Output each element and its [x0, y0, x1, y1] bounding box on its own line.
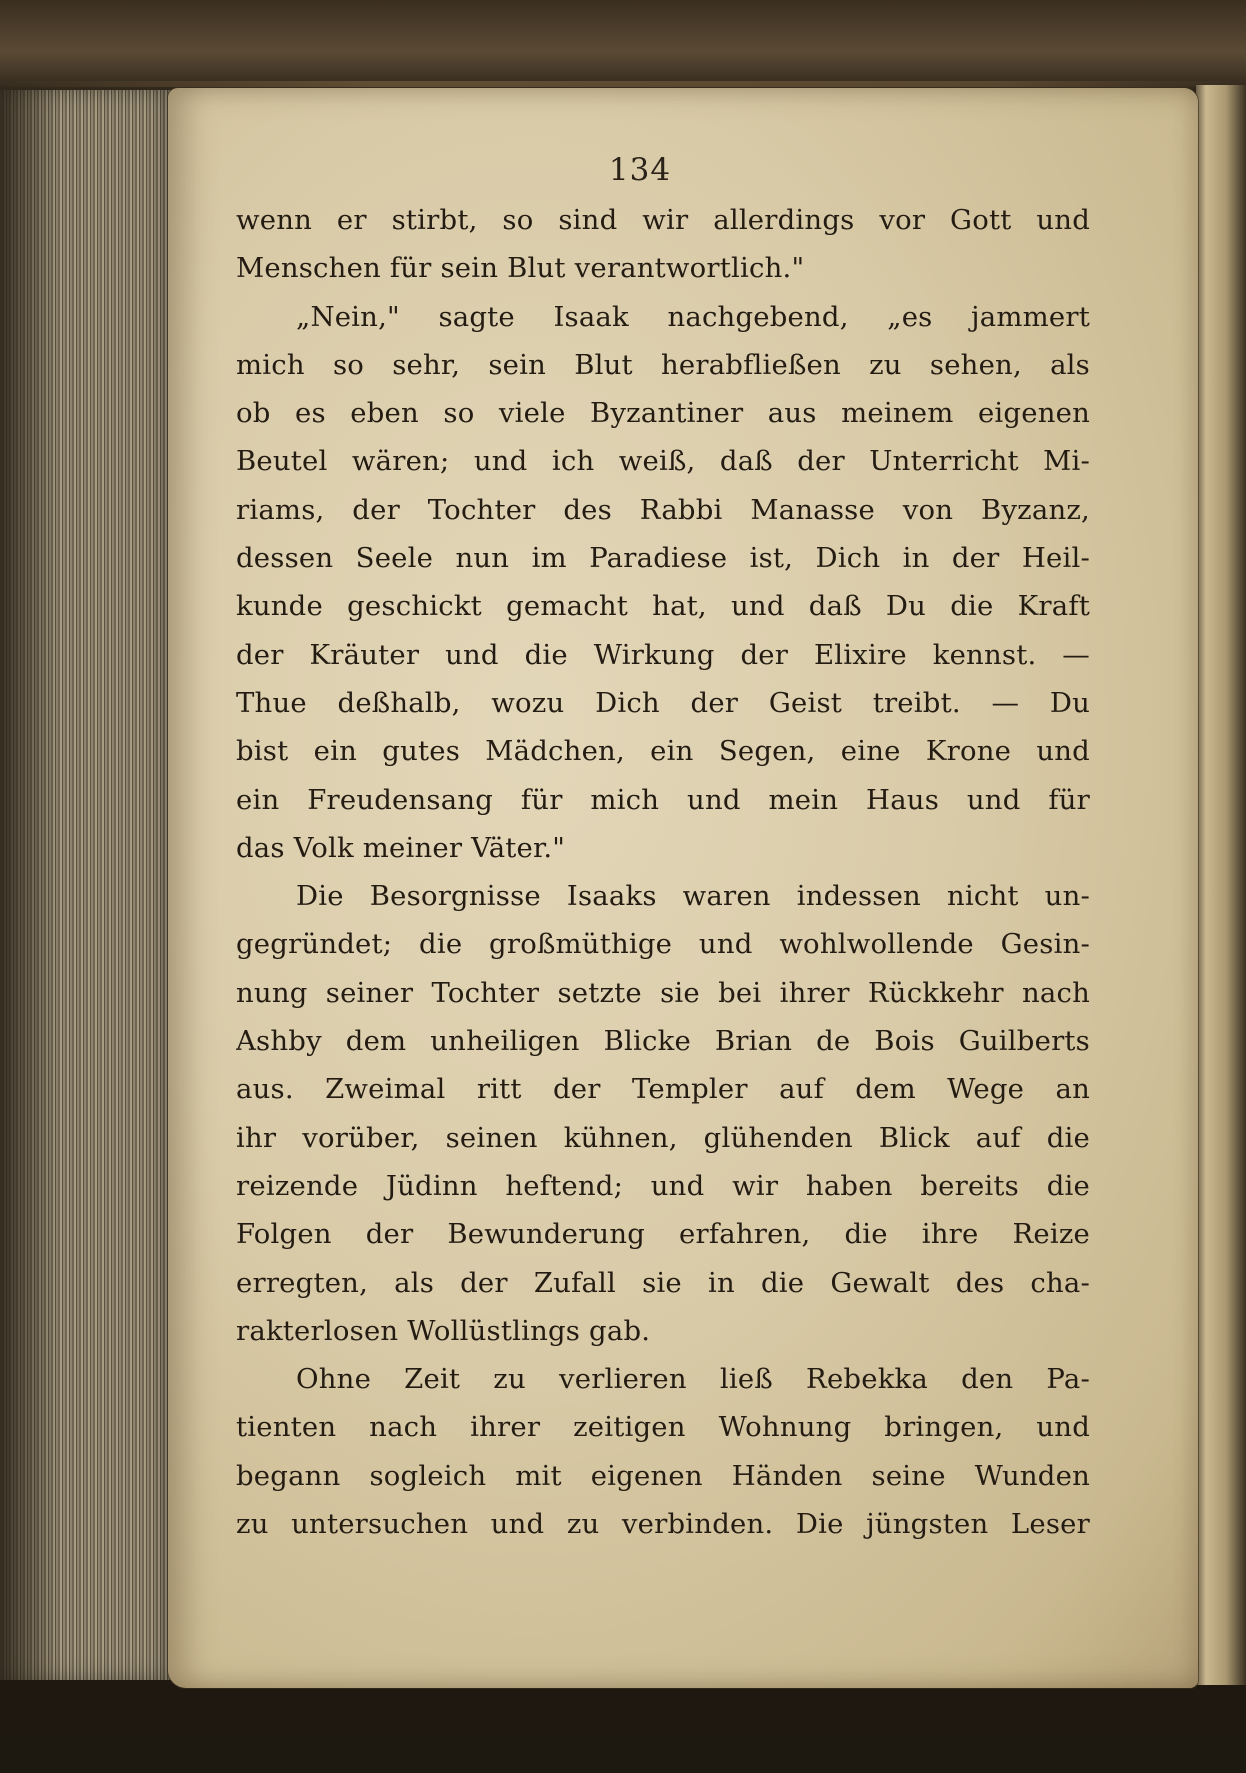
text-line: ihr vorüber, seinen kühnen, glühenden Blick auf die: [236, 1121, 1090, 1154]
book-right-edge: [1196, 85, 1246, 1685]
text-line: reizende Jüdinn heftend; und wir haben bereits die: [236, 1169, 1090, 1202]
text-line: kunde geschickt gemacht hat, und daß Du die Kraft: [236, 590, 1090, 623]
text-line: Ohne Zeit zu verlieren ließ Rebekka den Pa-: [296, 1363, 1090, 1396]
text-line: gegründet; die großmüthige und wohlwollende Gesin-: [236, 928, 1090, 961]
text-line: Menschen für sein Blut verantwortlich.": [236, 252, 805, 285]
text-line: Folgen der Bewunderung erfahren, die ihre Reize: [236, 1218, 1090, 1251]
book-top-edge: [0, 0, 1246, 95]
text-line: erregten, als der Zufall sie in die Gewalt des cha-: [236, 1266, 1090, 1299]
page-body-text: [236, 196, 1090, 1548]
text-line: riams, der Tochter des Rabbi Manasse von Byzanz,: [236, 493, 1090, 526]
page-number: 134: [608, 152, 672, 188]
text-line: Thue deßhalb, wozu Dich der Geist treibt. — Du: [236, 686, 1090, 719]
text-line: wenn er stirbt, so sind wir allerdings vor Gott und: [236, 204, 1090, 236]
stacked-page-edges: [0, 90, 175, 1680]
text-line: Die Besorgnisse Isaaks waren indessen nicht un-: [296, 880, 1090, 913]
text-line: Ashby dem unheiligen Blicke Brian de Bois Guilberts: [236, 1025, 1090, 1058]
text-line: ein Freudensang für mich und mein Haus und für: [236, 783, 1090, 816]
text-line: aus. Zweimal ritt der Templer auf dem Wege an: [236, 1073, 1090, 1106]
text-line: der Kräuter und die Wirkung der Elixire kennst. —: [236, 638, 1090, 671]
text-line: nung seiner Tochter setzte sie bei ihrer Rückkehr nach: [236, 976, 1090, 1009]
text-line: das Volk meiner Väter.": [236, 831, 566, 864]
text-line: zu untersuchen und zu verbinden. Die jüngsten Leser: [236, 1508, 1090, 1541]
text-line: ob es eben so viele Byzantiner aus meinem eigenen: [236, 397, 1090, 430]
text-line: tienten nach ihrer zeitigen Wohnung bringen, und: [236, 1411, 1090, 1444]
text-line: begann sogleich mit eigenen Händen seine Wunden: [236, 1459, 1090, 1492]
text-line: „Nein," sagte Isaak nachgebend, „es jammert: [296, 300, 1090, 333]
text-line: dessen Seele nun im Paradiese ist, Dich in der Heil-: [236, 542, 1090, 575]
text-line: bist ein gutes Mädchen, ein Segen, eine Krone und: [236, 735, 1090, 768]
text-line: Beutel wären; und ich weiß, daß der Unterricht Mi-: [236, 445, 1090, 478]
text-line: mich so sehr, sein Blut herabfließen zu sehen, als: [236, 348, 1090, 381]
text-line: rakterlosen Wollüstlings gab.: [236, 1314, 651, 1347]
